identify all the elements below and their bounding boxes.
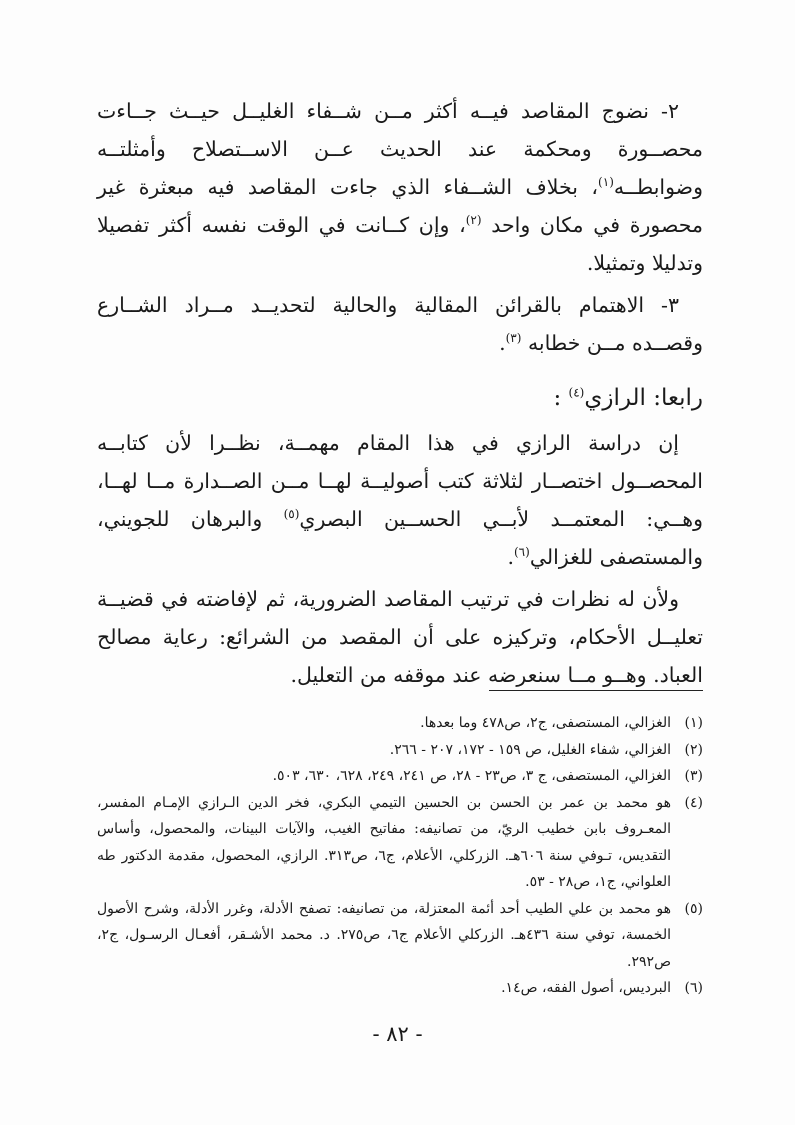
- footnote-ref-3[interactable]: (٣): [505, 331, 522, 346]
- page-number: - ٨٢ -: [372, 1022, 423, 1046]
- footnotes: [97, 710, 703, 1002]
- footnote-text: الغزالي، شفاء الغليل، ص ١٥٩ - ١٧٢، ٢٠٧ - ٢٦٦.: [389, 741, 671, 758]
- footnote-text: هو محمد بن علي الطيب أحد أئمة المعتزلة، من تصانيفه: تصفح الأدلة، وغرر الأدلة، وشرح الأصول الخمسة، توفي سنة ٤٣٦هـ. الزركلي الأعلام ج٦، ص٢٧٥. د. محمد الأشـقر، أفعـال الرسـول، ج٢، ص٢٩٢.: [97, 900, 671, 970]
- heading-text: رابعا: الرازي: [584, 385, 703, 411]
- footnote-text: الغزالي، المستصفى، ج٢، ص٤٧٨ وما بعدها.: [420, 715, 671, 731]
- footnote-separator: [489, 690, 703, 691]
- footnote-3: [97, 763, 703, 790]
- footnote-ref-4[interactable]: (٤): [568, 385, 585, 400]
- paragraph-razi-views: [97, 580, 703, 694]
- paragraph-maqasid-maturity: [97, 92, 703, 282]
- paragraph-text: ٣- الاهتمام بالقرائن المقالية والحالية لتحديــد مــراد الشــارع وقصــده مــن خطابه: [97, 293, 703, 355]
- footnote-6: [97, 975, 703, 1002]
- paragraph-text: .: [507, 545, 514, 569]
- section-heading-razi: [97, 378, 703, 418]
- footnote-text: هو محمد بن عمر بن الحسن بن الحسين التيمي البكري، فخر الدين الـرازي الإمـام المفسر، المعـروف بابن خطيب الريّ، من تصانيفه: مفاتيح الغيب، والآيات البينات، والمحصول، وأساس التقديس، تـوفي سنة ٦٠٦هـ. الزركلي، الأعلام، ج٦، ص٣١٣. الرازي، المحصول، مقدمة الدكتور طه العلواني، ج١، ص٢٨ - ٥٣.: [97, 794, 671, 890]
- paragraph-text: إن دراسة الرازي في هذا المقام مهمــة، نظــرا لأن كتابــه المحصــول اختصــار لثلاثة كتب أصوليــة لهــا مــن الصــدارة مــا لهــا، وهــي: المعتمــد لأبــي الحســين البصري: [97, 431, 704, 531]
- footnote-5: [97, 896, 703, 976]
- footnote-ref-2[interactable]: (٢): [465, 213, 482, 228]
- paragraph-text: ، وإن كــانت في الوقت نفسه أكثر تفصيلا وتدليلا وتمثيلا.: [97, 213, 703, 275]
- footnote-text: البرديس، أصول الفقه، ص١٤.: [501, 980, 671, 996]
- paragraph-text: ، بخلاف الشــفاء الذي جاءت المقاصد فيه مبعثرة غير محصورة في مكان واحد: [97, 175, 703, 237]
- heading-colon: :: [553, 385, 569, 411]
- footnote-ref-1[interactable]: (١): [598, 175, 614, 190]
- footnote-1: [97, 710, 703, 737]
- footnote-number: (١): [684, 715, 703, 731]
- paragraph-text: والبرهان للجويني، والمستصفى للغزالي: [97, 507, 703, 569]
- footnote-ref-5[interactable]: (٥): [283, 507, 300, 522]
- footnote-ref-6[interactable]: (٦): [513, 545, 530, 560]
- footnote-4: [97, 790, 703, 896]
- footnote-number: (٤): [684, 794, 703, 811]
- paragraph-text: .: [499, 331, 506, 355]
- footnote-number: (٥): [684, 900, 703, 917]
- paragraph-razi-study: [97, 424, 703, 576]
- footnote-2: [97, 737, 703, 764]
- paragraph-text: ٢- نضوج المقاصد فيــه أكثر مــن شــفاء الغليــل حيــث جــاءت محصــورة ومحكمة عند الحديث عــن الاســتصلاح وأمثلتــه وضوابطــه: [97, 99, 703, 199]
- footnote-text: الغزالي، المستصفى، ج ٣، ص٢٣ - ٢٨، ص ٢٤١، ٢٤٩، ٦٢٨، ٦٣٠، ٥٠٣.: [272, 768, 671, 784]
- paragraph-text: ولأن له نظرات في ترتيب المقاصد الضرورية، ثم لإفاضته في قضيــة تعليــل الأحكام، وتركيزه على أن المقصد من الشرائع: رعاية مصالح العباد. وهــو مــا سنعرضه عند موقفه من التعليل.: [97, 587, 703, 687]
- main-text: [97, 92, 703, 694]
- footnote-number: (٦): [684, 980, 703, 996]
- footnote-number: (٢): [684, 741, 703, 758]
- paragraph-contextual-clues: [97, 286, 703, 362]
- footnote-number: (٣): [684, 768, 703, 784]
